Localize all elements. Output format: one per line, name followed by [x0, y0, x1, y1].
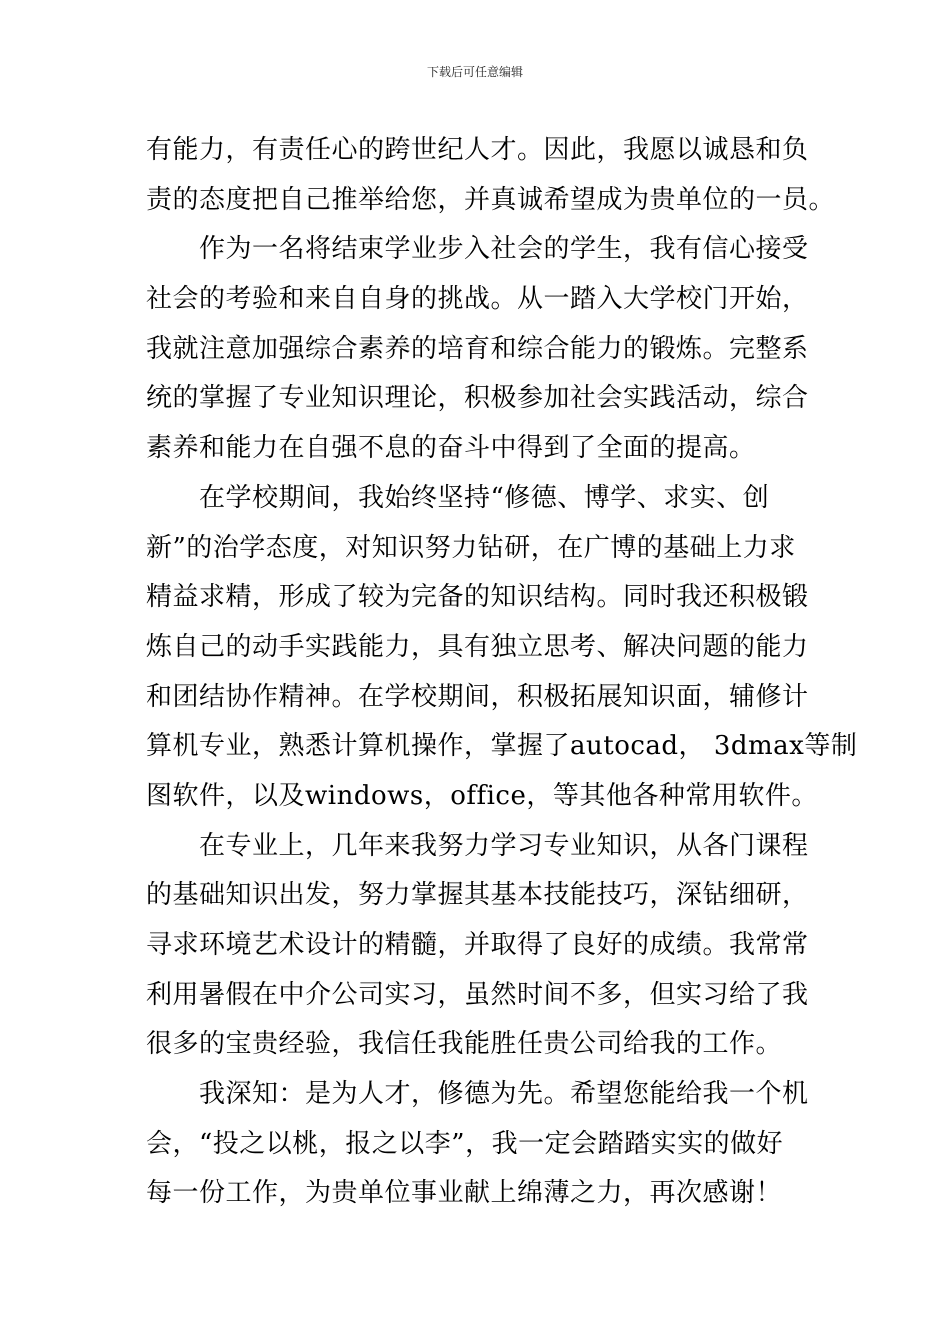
- text-line: 寻求环境艺术设计的精髓，并取得了良好的成绩。我常常: [146, 930, 809, 960]
- document-body: [146, 126, 858, 1219]
- text-line: 的基础知识出发，努力掌握其基本技能技巧，深钻细研，: [146, 880, 809, 911]
- text-line: 每一份工作，为贵单位事业献上绵薄之力，再次感谢！: [146, 1178, 783, 1209]
- text-line: 炼自己的动手实践能力，具有独立思考、解决问题的能力: [146, 631, 809, 662]
- text-line: 有能力，有责任心的跨世纪人才。因此，我愿以诚恳和负: [146, 135, 809, 165]
- text-line: 我就注意加强综合素养的培育和综合能力的锻炼。完整系: [146, 333, 809, 364]
- text-line: 社会的考验和来自自身的挑战。从一踏入大学校门开始，: [146, 284, 809, 315]
- text-line: 在学校期间，我始终坚持“修德、博学、求实、创: [146, 482, 770, 513]
- text-line: 图软件，以及windows，office，等其他各种常用软件。: [146, 780, 818, 811]
- text-line: 责的态度把自己推举给您，并真诚希望成为贵单位的一员。: [146, 184, 836, 215]
- text-line: 算机专业，熟悉计算机操作，掌握了autocad， 3dmax等制: [146, 731, 858, 762]
- text-line: 很多的宝贵经验，我信任我能胜任贵公司给我的工作。: [146, 1029, 783, 1060]
- text-line: 素养和能力在自强不息的奋斗中得到了全面的提高。: [146, 433, 756, 464]
- text-line: 作为一名将结束学业步入社会的学生，我有信心接受: [146, 234, 809, 265]
- page-header: 下载后可任意编辑: [426, 65, 523, 79]
- text-line: 在专业上，几年来我努力学习专业知识，从各门课程: [146, 830, 809, 861]
- text-line: 我深知：是为人才，修德为先。希望您能给我一个机: [146, 1079, 809, 1110]
- text-line: 会，“投之以桃，报之以李”，我一定会踏踏实实的做好: [146, 1128, 784, 1159]
- text-line: 和团结协作精神。在学校期间，积极拓展知识面，辅修计: [146, 681, 809, 712]
- text-line: 统的掌握了专业知识理论，积极参加社会实践活动，综合: [146, 383, 809, 414]
- text-line: 新”的治学态度，对知识努力钻研，在广博的基础上力求: [146, 532, 796, 563]
- text-line: 精益求精，形成了较为完备的知识结构。同时我还积极锻: [146, 582, 809, 613]
- text-line: 利用暑假在中介公司实习，虽然时间不多，但实习给了我: [146, 979, 809, 1010]
